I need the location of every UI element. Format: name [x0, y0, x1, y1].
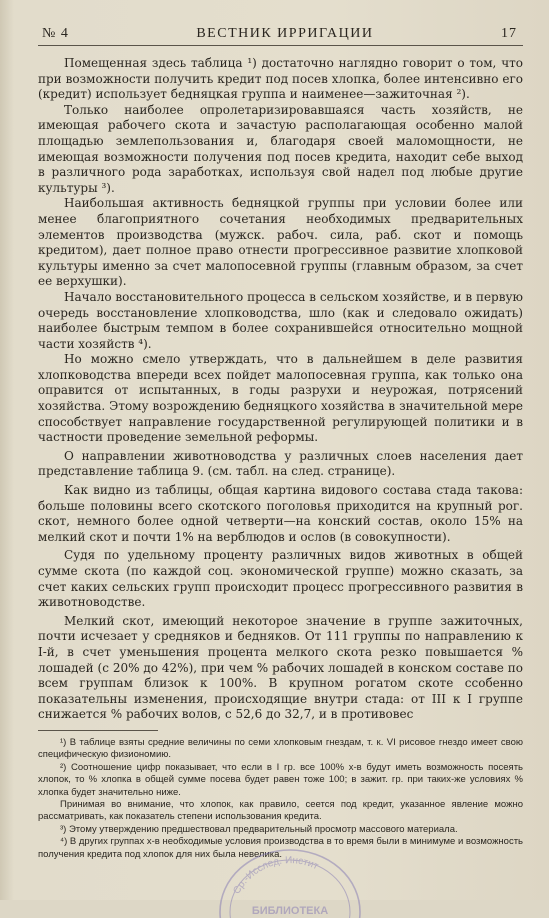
paragraph: Наибольшая активность бедняцкой группы при условии более или менее благоприятного сочетания необходимых предварительных элементов производства (мужск. рабоч. сила, раб. скот и помощь кредитом), дает полное право отнести прогрессивное развитие хлопковой культуры именно за счет малопосевной группы (главным образом, за счет ее верхушки). — [38, 196, 523, 289]
paragraph: Мелкий скот, имеющий некоторое значение в группе зажиточных, почти исчезает у средняков и бедняков. От 111 группы по направлению к I-й, в счет уменьшения процента мелкого скота резко повышается % лошадей (с 20% до 42%), при чем % рабочих лошадей в конском составе по всем группам близок к 100%. В крупном рогатом скоте ссобенно показательны изменения, происходящие внутри стада: от III к I группе снижается % рабочих волов, с 52,6 до 32,7, и в противовес — [38, 613, 523, 722]
body-text — [38, 56, 523, 723]
footnote-divider — [38, 730, 158, 731]
footnote: ⁴) В других группах х-в необходимые условия производства в то время были в минимуме и возможность получения кредита под хлопок для них была невелика. — [38, 836, 524, 860]
paragraph: Но можно смело утверждать, что в дальнейшем в деле развития хлопководства впереди всех пойдет малопосевная группа, как только она оправится от испытанных, в годы разрухи и неурожая, потрясений хозяйства. Этому возрождению бедняцкого хозяйства в значительной мере способствует направление государственной регулирующей политики и в частности проведение земельной реформы. — [38, 352, 523, 445]
paragraph: Судя по удельному проценту различных видов животных в общей сумме скота (по каждой соц. экономической группе) можно сказать, за счет каких сельских групп происходит процесс прогрессивного развития в животноводстве. — [38, 548, 523, 610]
paragraph: Как видно из таблицы, общая картина видового состава стада такова: больше половины всего скотского поголовья приходится на крупный рог. скот, немного более одной четверти—на конский состав, около 15% на мелкий скот и почти 1% на верблюдов и ослов (в совокупности). — [38, 483, 523, 544]
paragraph: Помещенная здесь таблица ¹) достаточно наглядно говорит о том, что при возможности получить кредит под посев хлопка, более интенсивно его (кредит) использует бедняцкая группа и наименее—зажиточная ²). — [38, 56, 523, 102]
footnote: ³) Этому утверждению предшествовал предварительный просмотр массового материала. — [60, 823, 458, 835]
stamp-arc-text: Ср.-Исслед. Инстит — [231, 855, 320, 897]
paragraph: Начало восстановительного процесса в сельском хозяйстве, и в первую очередь восстановление хлопководства, шло (как и следовало ожидать) наиболее быстрым темпом в более сохранившейся относительно мощной части хозяйств ⁴). — [38, 289, 523, 351]
journal-title: ВЕСТНИК ИРРИГАЦИИ — [196, 26, 374, 41]
paragraph: О направлении животноводства у различных слоев населения дает представление таблица 9. (см. табл. на след. странице). — [38, 448, 523, 479]
footnote: Принимая во внимание, что хлопок, как правило, сеется под кредит, указанное явление можно рассматривать, как показатель степени использования кредита. — [38, 798, 523, 823]
issue-number: № 4 — [42, 26, 69, 41]
stamp-label: БИБЛИОТЕКА — [251, 905, 329, 917]
running-header — [38, 26, 523, 46]
page-number: 17 — [500, 26, 517, 41]
footnote: ²) Соотношение цифр показывает, что если в I гр. все 100% х-в будут иметь возможность посеять хлопок, то % хлопка в общей сумме посева будет равен тоже 100; в зажит. гр. при таких-же условиях % хлопка будет значительно ниже. — [38, 761, 523, 798]
library-stamp-icon — [212, 828, 368, 918]
footnote: ¹) В таблице взяты средние величины по семи хлопковым гнездам, т. к. VI рисовое гнездо имеет свою специфическую физиономию. — [38, 736, 523, 761]
paragraph: Только наиболее опролетаризировавшаяся часть хозяйств, не имеющая рабочего скота и зачастую располагающая особенно малой площадью землепользования и, благодаря своей маломощности, не имеющая возможности получения под посев кредита, находит себе выход в различного рода заработках, используя свой надел под любые другие культуры ³). — [38, 102, 523, 195]
svg-text:Ср.-Исслед. Инстит — [231, 855, 320, 896]
